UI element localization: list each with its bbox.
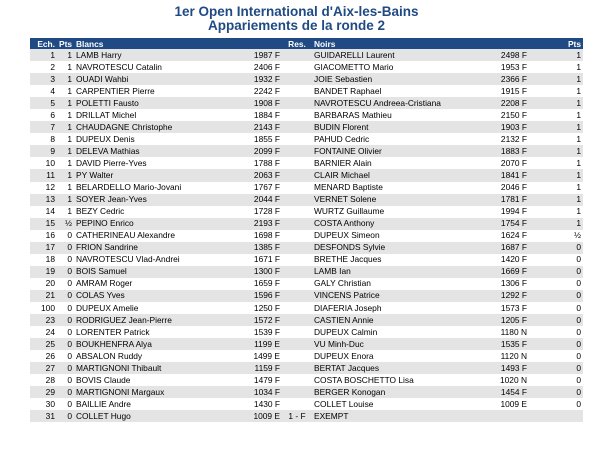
result [282,133,312,145]
white-rating: 1596 F [235,290,282,302]
board-number: 30 [30,398,57,410]
black-player: BERTAT Jacques [312,362,482,374]
white-points: 0 [57,254,74,266]
white-player: LORENTER Patrick [74,326,235,338]
black-player: COSTA Anthony [312,218,482,230]
white-rating: 1385 F [235,242,282,254]
white-rating: 1009 E [235,410,282,422]
black-rating: 1306 F [482,278,529,290]
white-rating: 2063 F [235,169,282,181]
black-player: MENARD Baptiste [312,182,482,194]
result: 1 - F [282,410,312,422]
board-number: 18 [30,254,57,266]
board-number: 3 [30,73,57,85]
black-rating: 2498 F [482,49,529,61]
header-result: Res. [282,38,312,49]
white-rating: 1250 F [235,302,282,314]
white-rating: 1728 F [235,206,282,218]
white-points: 1 [57,49,74,61]
black-rating: 1292 F [482,290,529,302]
result [282,230,312,242]
black-player: BUDIN Florent [312,121,482,133]
black-player: PAHUD Cedric [312,133,482,145]
board-number: 9 [30,145,57,157]
board-number: 24 [30,326,57,338]
board-number: 4 [30,85,57,97]
black-rating: 1454 F [482,386,529,398]
result [282,121,312,133]
black-rating: 1205 F [482,314,529,326]
result [282,206,312,218]
result [282,362,312,374]
white-player: CARPENTIER Pierre [74,85,235,97]
black-rating: 1009 E [482,398,529,410]
board-number: 26 [30,350,57,362]
white-player: BELARDELLO Mario-Jovani [74,182,235,194]
pairings-table [30,38,583,422]
result [282,386,312,398]
white-player: OUADI Wahbi [74,73,235,85]
white-player: MARTIGNONI Thibault [74,362,235,374]
black-rating: 1687 F [482,242,529,254]
black-points: 1 [529,182,583,194]
black-rating: 1994 F [482,206,529,218]
result [282,157,312,169]
result [282,218,312,230]
white-rating: 1987 F [235,49,282,61]
white-player: DELEVA Mathias [74,145,235,157]
black-rating: 2046 F [482,182,529,194]
table-row [30,290,583,302]
white-rating: 1932 F [235,73,282,85]
black-player: VINCENS Patrice [312,290,482,302]
black-points: 1 [529,218,583,230]
board-number: 6 [30,109,57,121]
black-player: DUPEUX Enora [312,350,482,362]
result [282,302,312,314]
black-rating: 1669 F [482,266,529,278]
result [282,85,312,97]
result [282,49,312,61]
white-rating: 1034 F [235,386,282,398]
black-points: 1 [529,169,583,181]
white-points: ½ [57,218,74,230]
white-player: DAVID Pierre-Yves [74,157,235,169]
result [282,61,312,73]
header-white-rating [235,38,282,49]
white-player: CATHERINEAU Alexandre [74,230,235,242]
board-number: 17 [30,242,57,254]
white-rating: 1572 F [235,314,282,326]
result [282,97,312,109]
black-points: 0 [529,278,583,290]
black-player: DUPEUX Simeon [312,230,482,242]
black-points: 0 [529,254,583,266]
white-points: 0 [57,230,74,242]
white-rating: 1884 F [235,109,282,121]
black-rating [482,410,529,422]
white-points: 0 [57,398,74,410]
white-player: DUPEUX Denis [74,133,235,145]
header-white: Blancs [74,38,235,49]
table-row [30,314,583,326]
header-black-rating [482,38,529,49]
pairings-body [30,49,583,422]
black-player: BARNIER Alain [312,157,482,169]
black-player: CASTIEN Annie [312,314,482,326]
black-points: 1 [529,61,583,73]
white-points: 0 [57,350,74,362]
black-player: DIAFERIA Joseph [312,302,482,314]
white-rating: 2193 F [235,218,282,230]
table-row [30,362,583,374]
white-player: BOIS Samuel [74,266,235,278]
table-row [30,326,583,338]
board-number: 2 [30,61,57,73]
white-points: 1 [57,133,74,145]
black-points: 0 [529,398,583,410]
board-number: 27 [30,362,57,374]
table-row [30,410,583,422]
table-row [30,254,583,266]
black-points: 0 [529,326,583,338]
white-player: BOVIS Claude [74,374,235,386]
black-points: ½ [529,230,583,242]
table-row [30,49,583,61]
header-pts-black: Pts [529,38,583,49]
black-points: 1 [529,206,583,218]
white-points: 0 [57,278,74,290]
black-points: 0 [529,242,583,254]
white-points: 1 [57,145,74,157]
board-number: 15 [30,218,57,230]
result [282,254,312,266]
black-points: 1 [529,133,583,145]
white-points: 0 [57,326,74,338]
result [282,350,312,362]
table-row [30,218,583,230]
white-points: 1 [57,169,74,181]
board-number: 11 [30,169,57,181]
result [282,290,312,302]
white-points: 0 [57,386,74,398]
black-player: GUIDARELLI Laurent [312,49,482,61]
black-rating: 1120 N [482,350,529,362]
white-player: BOUKHENFRA Alya [74,338,235,350]
black-rating: 1883 F [482,145,529,157]
table-row [30,61,583,73]
black-rating: 1420 F [482,254,529,266]
black-points: 0 [529,302,583,314]
white-points: 0 [57,266,74,278]
white-points: 1 [57,61,74,73]
table-row [30,73,583,85]
white-rating: 1159 F [235,362,282,374]
table-row [30,266,583,278]
white-rating: 1199 E [235,338,282,350]
white-points: 1 [57,121,74,133]
black-points: 0 [529,374,583,386]
result [282,242,312,254]
table-row [30,350,583,362]
white-rating: 1671 F [235,254,282,266]
black-player: LAMB Ian [312,266,482,278]
black-player: COLLET Louise [312,398,482,410]
black-rating: 1573 F [482,302,529,314]
board-number: 25 [30,338,57,350]
black-points: 1 [529,121,583,133]
black-player: GALY Christian [312,278,482,290]
board-number: 31 [30,410,57,422]
table-row [30,302,583,314]
board-number: 28 [30,374,57,386]
black-player: DUPEUX Calmin [312,326,482,338]
black-player: VERNET Solene [312,194,482,206]
tournament-title: 1er Open International d'Aix-les-Bains [174,4,419,19]
white-points: 0 [57,410,74,422]
black-rating: 1781 F [482,194,529,206]
white-player: COLLET Hugo [74,410,235,422]
white-points: 0 [57,290,74,302]
table-row [30,85,583,97]
header-black: Noirs [312,38,482,49]
result [282,169,312,181]
white-player: RODRIGUEZ Jean-Pierre [74,314,235,326]
black-player: BRETHE Jacques [312,254,482,266]
result [282,109,312,121]
table-row [30,109,583,121]
black-player: GIACOMETTO Mario [312,61,482,73]
table-row [30,338,583,350]
result [282,338,312,350]
white-rating: 1659 F [235,278,282,290]
white-player: CHAUDAGNE Christophe [74,121,235,133]
white-rating: 1908 F [235,97,282,109]
black-rating: 2366 F [482,73,529,85]
white-player: FRION Sandrine [74,242,235,254]
table-row [30,97,583,109]
black-points: 1 [529,109,583,121]
black-rating: 1624 F [482,230,529,242]
black-rating: 1180 N [482,326,529,338]
table-row [30,182,583,194]
board-number: 29 [30,386,57,398]
white-points: 1 [57,194,74,206]
board-number: 10 [30,157,57,169]
white-player: MARTIGNONI Margaux [74,386,235,398]
black-rating: 1493 F [482,362,529,374]
white-player: BEZY Cedric [74,206,235,218]
black-player: VU Minh-Duc [312,338,482,350]
black-rating: 1953 F [482,61,529,73]
white-rating: 2406 F [235,61,282,73]
white-rating: 2242 F [235,85,282,97]
black-player: CLAIR Michael [312,169,482,181]
white-points: 0 [57,302,74,314]
result [282,398,312,410]
black-player: COSTA BOSCHETTO Lisa [312,374,482,386]
black-rating: 2132 F [482,133,529,145]
white-points: 1 [57,206,74,218]
black-points: 1 [529,157,583,169]
white-points: 1 [57,157,74,169]
black-points: 1 [529,194,583,206]
white-points: 0 [57,338,74,350]
result [282,182,312,194]
black-points: 1 [529,145,583,157]
white-points: 1 [57,97,74,109]
white-player: AMRAM Roger [74,278,235,290]
black-rating: 1841 F [482,169,529,181]
black-rating: 2070 F [482,157,529,169]
black-player: DESFONDS Sylvie [312,242,482,254]
black-player: NAVROTESCU Andreea-Cristiana [312,97,482,109]
board-number: 19 [30,266,57,278]
black-points: 1 [529,85,583,97]
result [282,194,312,206]
white-player: COLAS Yves [74,290,235,302]
white-player: NAVROTESCU Catalin [74,61,235,73]
table-row [30,194,583,206]
board-number: 13 [30,194,57,206]
white-player: BAILLIE Andre [74,398,235,410]
table-row [30,242,583,254]
white-player: PY Walter [74,169,235,181]
black-player: BARBARAS Mathieu [312,109,482,121]
black-player: BERGER Konogan [312,386,482,398]
black-rating: 1020 N [482,374,529,386]
table-row [30,169,583,181]
result [282,266,312,278]
round-title: Appariements de la ronde 2 [207,18,386,33]
table-row [30,157,583,169]
table-row [30,398,583,410]
black-points: 0 [529,266,583,278]
black-rating: 1535 F [482,338,529,350]
black-player: WURTZ Guillaume [312,206,482,218]
table-row [30,133,583,145]
board-number: 21 [30,290,57,302]
white-rating: 1698 F [235,230,282,242]
board-number: 16 [30,230,57,242]
white-points: 1 [57,85,74,97]
white-rating: 1300 F [235,266,282,278]
table-row [30,278,583,290]
white-rating: 1539 F [235,326,282,338]
white-points: 0 [57,362,74,374]
white-rating: 1430 F [235,398,282,410]
result [282,73,312,85]
black-points: 0 [529,314,583,326]
result [282,374,312,386]
header-board: Ech. [30,38,57,49]
result [282,314,312,326]
black-player: EXEMPT [312,410,482,422]
white-points: 1 [57,73,74,85]
black-points: 0 [529,350,583,362]
black-player: FONTAINE Olivier [312,145,482,157]
white-player: NAVROTESCU Vlad-Andrei [74,254,235,266]
black-points: 0 [529,386,583,398]
white-player: PEPINO Enrico [74,218,235,230]
white-rating: 1855 F [235,133,282,145]
white-rating: 1479 F [235,374,282,386]
black-points [529,410,583,422]
board-number: 100 [30,302,57,314]
white-points: 0 [57,242,74,254]
board-number: 20 [30,278,57,290]
black-points: 0 [529,338,583,350]
black-points: 1 [529,49,583,61]
board-number: 8 [30,133,57,145]
table-row [30,145,583,157]
result [282,278,312,290]
white-rating: 1499 E [235,350,282,362]
white-points: 0 [57,314,74,326]
white-rating: 2044 F [235,194,282,206]
table-row [30,230,583,242]
black-points: 0 [529,290,583,302]
white-points: 1 [57,109,74,121]
black-rating: 1915 F [482,85,529,97]
white-player: LAMB Harry [74,49,235,61]
board-number: 7 [30,121,57,133]
white-rating: 1788 F [235,157,282,169]
result [282,326,312,338]
white-rating: 1767 F [235,182,282,194]
black-player: BANDET Raphael [312,85,482,97]
table-row [30,206,583,218]
black-points: 0 [529,362,583,374]
black-rating: 1903 F [482,121,529,133]
board-number: 12 [30,182,57,194]
white-player: DUPEUX Amelie [74,302,235,314]
white-player: ABSALON Ruddy [74,350,235,362]
black-points: 1 [529,73,583,85]
black-rating: 2150 F [482,109,529,121]
black-player: JOIE Sebastien [312,73,482,85]
table-header-row [30,38,583,49]
white-points: 0 [57,374,74,386]
board-number: 23 [30,314,57,326]
result [282,145,312,157]
white-rating: 2143 F [235,121,282,133]
table-row [30,386,583,398]
board-number: 1 [30,49,57,61]
white-player: DRILLAT Michel [74,109,235,121]
table-row [30,121,583,133]
white-rating: 2099 F [235,145,282,157]
board-number: 5 [30,97,57,109]
board-number: 14 [30,206,57,218]
white-points: 1 [57,182,74,194]
header-pts-white: Pts [59,38,73,49]
table-row [30,374,583,386]
black-rating: 2208 F [482,97,529,109]
white-player: POLETTI Fausto [74,97,235,109]
black-rating: 1754 F [482,218,529,230]
white-player: SOYER Jean-Yves [74,194,235,206]
black-points: 1 [529,97,583,109]
